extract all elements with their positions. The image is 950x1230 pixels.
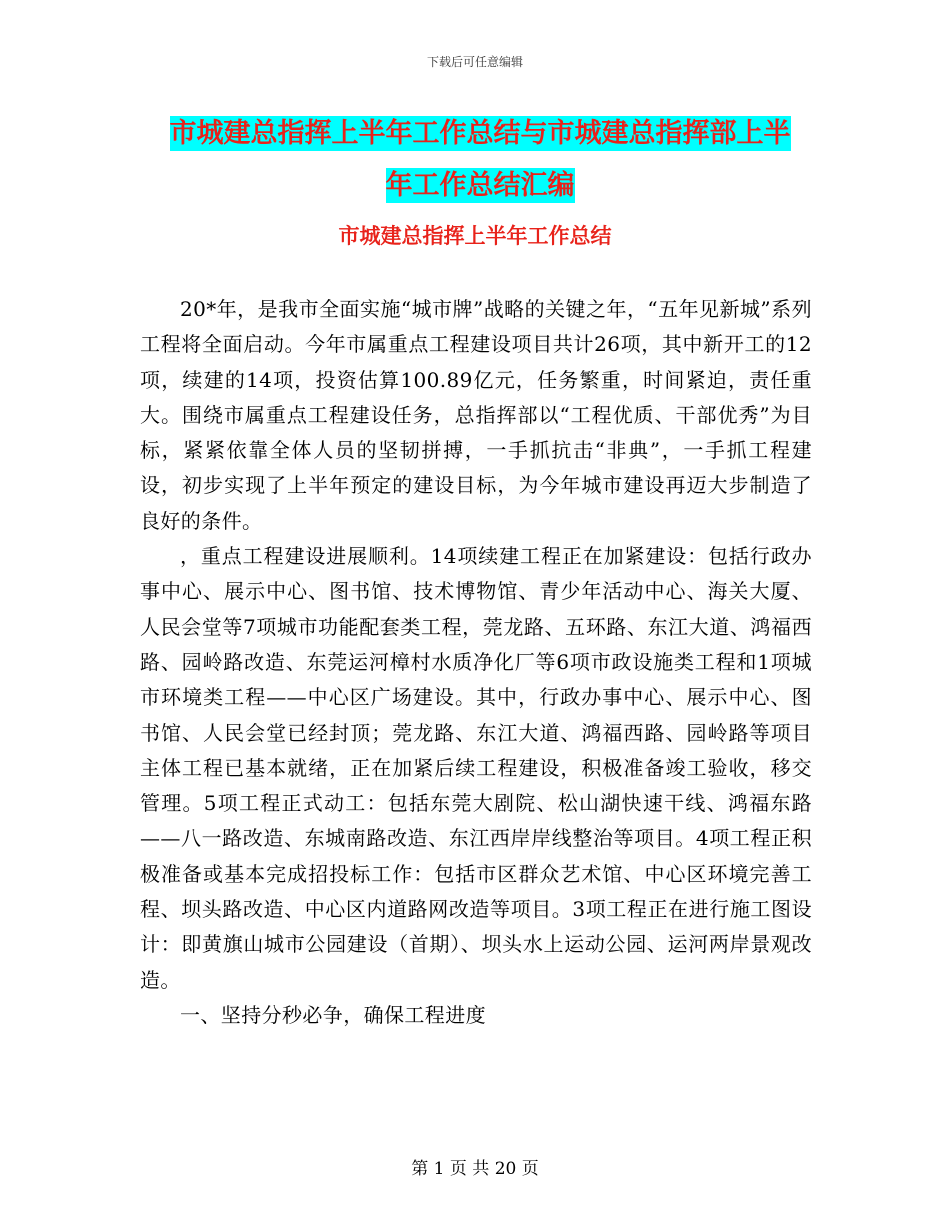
document-title — [140, 108, 820, 212]
document-body — [140, 292, 812, 1033]
paragraph-heading: 一、坚持分秒必争，确保工程进度 — [180, 1002, 486, 1027]
page-number: 第 1 页 共 20 页 — [411, 1159, 539, 1179]
paragraph: 20*年，是我市全面实施“城市牌”战略的关键之年，“五年见新城”系列工程将全面启动。今年市属重点工程建设项目共计26项，其中新开工的12项，续建的14项，投资估算100.89亿元，任务繁重，时间紧迫，责任重大。围绕市属重点工程建设任务，总指挥部以“工程优质、干部优秀”为目标，紧紧依靠全体人员的坚韧拼搏，一手抓抗击“非典”，一手抓工程建设，初步实现了上半年预定的建设目标，为今年城市建设再迈大步制造了良好的条件。 — [140, 297, 812, 533]
document-title-line1: 市城建总指挥上半年工作总结与市城建总指挥部上半 — [169, 118, 791, 149]
section-title: 市城建总指挥上半年工作总结 — [338, 224, 612, 248]
document-title-line2: 年工作总结汇编 — [385, 170, 575, 201]
paragraph: ，重点工程建设进展顺利。14项续建工程正在加紧建设：包括行政办事中心、展示中心、图书馆、技术博物馆、青少年活动中心、海关大厦、人民会堂等7项城市功能配套类工程，莞龙路、五环路、东江大道、鸿福西路、园岭路改造、东莞运河樟村水质净化厂等6项市政设施类工程和1项城市环境类工程——中心区广场建设。其中，行政办事中心、展示中心、图书馆、人民会堂已经封顶；莞龙路、东江大道、鸿福西路、园岭路等项目主体工程已基本就绪，正在加紧后续工程建设，积极准备竣工验收，移交管理。5项工程正式动工：包括东莞大剧院、松山湖快速干线、鸿福东路——八一路改造、东城南路改造、东江西岸岸线整治等项目。4项工程正积极准备或基本完成招投标工作：包括市区群众艺术馆、中心区环境完善工程、坝头路改造、中心区内道路网改造等项目。3项工程正在进行施工图设计：即黄旗山城市公园建设（首期）、坝头水上运动公园、运河两岸景观改造。 — [140, 544, 812, 992]
page-header-note: 下载后可任意编辑 — [426, 55, 523, 69]
